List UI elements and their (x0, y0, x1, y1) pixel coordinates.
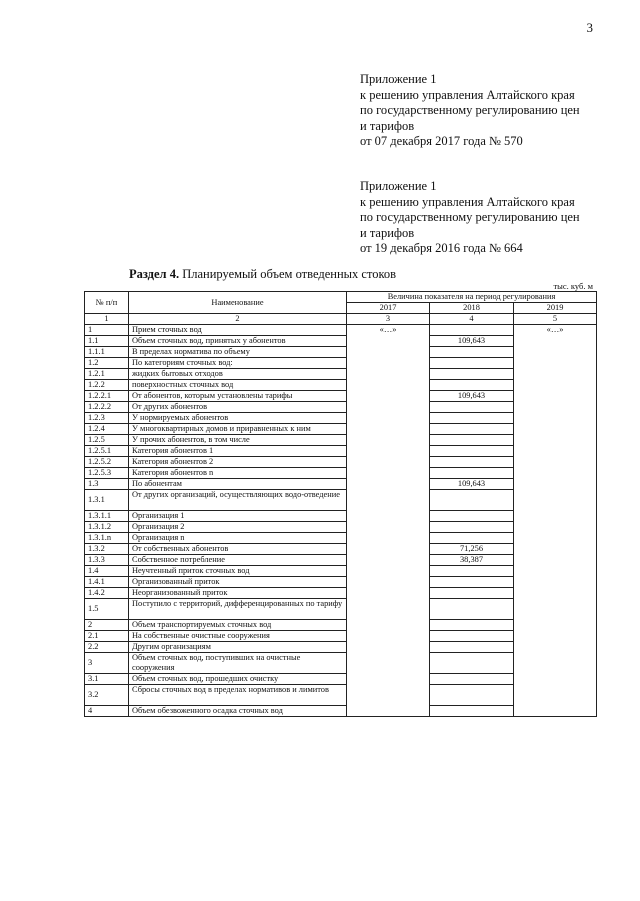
value-2017 (347, 555, 430, 566)
value-2019 (514, 566, 597, 577)
row-name: Объем транспортируемых сточных вод (129, 620, 347, 631)
row-name: Объем сточных вод, прошедших очистку (129, 674, 347, 685)
row-number: 3 (85, 653, 129, 674)
table-row (85, 402, 597, 413)
row-name: По абонентам (129, 479, 347, 490)
value-2019 (514, 631, 597, 642)
value-2017 (347, 479, 430, 490)
row-number: 1.2.2 (85, 380, 129, 391)
row-number: 3.1 (85, 674, 129, 685)
value-2018 (430, 358, 514, 369)
row-name: По категориям сточных вод: (129, 358, 347, 369)
table-row (85, 577, 597, 588)
value-2019 (514, 674, 597, 685)
section-label: Раздел 4. (129, 267, 180, 281)
header-num: № п/п (85, 292, 129, 314)
row-number: 2.2 (85, 642, 129, 653)
value-2017 (347, 685, 430, 706)
row-name: От абонентов, которым установлены тарифы (129, 391, 347, 402)
appendix-note-previous (360, 179, 580, 257)
value-2017 (347, 642, 430, 653)
value-2019 (514, 620, 597, 631)
value-2018 (430, 577, 514, 588)
value-2019 (514, 490, 597, 511)
value-2018 (430, 468, 514, 479)
col-index: 3 (347, 314, 430, 325)
value-2019 (514, 391, 597, 402)
value-2017 (347, 380, 430, 391)
value-2019 (514, 358, 597, 369)
table-row (85, 533, 597, 544)
appendix-line: Приложение 1 (360, 72, 437, 86)
row-number: 1.2.5.1 (85, 446, 129, 457)
row-name: Объем сточных вод, поступивших на очистные сооружения (129, 653, 347, 674)
table-row (85, 706, 597, 717)
row-number: 1.3.2 (85, 544, 129, 555)
row-number: 1.2.5 (85, 435, 129, 446)
row-number: 1.5 (85, 599, 129, 620)
row-name: Категория абонентов 2 (129, 457, 347, 468)
row-name: У прочих абонентов, в том числе (129, 435, 347, 446)
col-index: 5 (514, 314, 597, 325)
value-2018 (430, 402, 514, 413)
row-number: 1.2.5.3 (85, 468, 129, 479)
units-label: тыс. куб. м (553, 281, 593, 291)
table-row (85, 674, 597, 685)
header-period: Величина показателя на период регулирования (347, 292, 597, 303)
row-name: В пределах норматива по объему (129, 347, 347, 358)
row-name: Организация n (129, 533, 347, 544)
row-number: 1.3 (85, 479, 129, 490)
value-2017 (347, 369, 430, 380)
value-2017 (347, 490, 430, 511)
row-number: 1.2 (85, 358, 129, 369)
col-index: 2 (129, 314, 347, 325)
value-2017: «…» (347, 325, 430, 336)
table-row (85, 369, 597, 380)
header-year: 2018 (430, 303, 514, 314)
value-2017 (347, 631, 430, 642)
table-row (85, 336, 597, 347)
page-number: 3 (586, 20, 593, 35)
row-name: От других абонентов (129, 402, 347, 413)
row-name: От других организаций, осуществляющих водо-отведение (129, 490, 347, 511)
value-2018 (430, 457, 514, 468)
appendix-line: и тарифов (360, 118, 415, 133)
value-2018 (430, 620, 514, 631)
row-name: Категория абонентов 1 (129, 446, 347, 457)
value-2017 (347, 522, 430, 533)
row-number: 4 (85, 706, 129, 717)
header-name: Наименование (129, 292, 347, 314)
table-row (85, 631, 597, 642)
value-2019 (514, 555, 597, 566)
value-2018 (430, 642, 514, 653)
value-2019 (514, 402, 597, 413)
wastewater-volume-table (84, 291, 597, 717)
value-2017 (347, 533, 430, 544)
row-name: Организация 2 (129, 522, 347, 533)
value-2018 (430, 588, 514, 599)
value-2017 (347, 336, 430, 347)
row-number: 1.2.4 (85, 424, 129, 435)
value-2017 (347, 706, 430, 717)
table-row (85, 435, 597, 446)
value-2018 (430, 533, 514, 544)
value-2017 (347, 457, 430, 468)
value-2018 (430, 566, 514, 577)
row-name: Сбросы сточных вод в пределах нормативов и лимитов (129, 685, 347, 706)
row-name: Прием сточных вод (129, 325, 347, 336)
value-2017 (347, 413, 430, 424)
row-number: 1 (85, 325, 129, 336)
row-number: 1.2.1 (85, 369, 129, 380)
value-2018 (430, 424, 514, 435)
row-name: Объем обезвоженного осадка сточных вод (129, 706, 347, 717)
section-title (129, 267, 396, 282)
value-2017 (347, 653, 430, 674)
value-2019 (514, 446, 597, 457)
value-2019 (514, 479, 597, 490)
row-name: Поступило с территорий, дифференцированных по тарифу (129, 599, 347, 620)
table-row (85, 653, 597, 674)
value-2019 (514, 706, 597, 717)
appendix-line: от 07 декабря 2017 года № 570 (360, 134, 523, 149)
value-2017 (347, 620, 430, 631)
row-number: 1.2.5.2 (85, 457, 129, 468)
value-2017 (347, 347, 430, 358)
table-row (85, 490, 597, 511)
row-number: 1.1.1 (85, 347, 129, 358)
value-2019 (514, 457, 597, 468)
row-number: 1.1 (85, 336, 129, 347)
value-2017 (347, 391, 430, 402)
value-2018 (430, 511, 514, 522)
row-name: Другим организациям (129, 642, 347, 653)
value-2019 (514, 413, 597, 424)
row-number: 1.4.1 (85, 577, 129, 588)
row-number: 1.4 (85, 566, 129, 577)
row-name: У нормируемых абонентов (129, 413, 347, 424)
col-index: 4 (430, 314, 514, 325)
value-2017 (347, 544, 430, 555)
appendix-line: Приложение 1 (360, 179, 437, 193)
value-2017 (347, 468, 430, 479)
row-name: Организованный приток (129, 577, 347, 588)
table-row (85, 620, 597, 631)
table-row (85, 642, 597, 653)
table-row (85, 468, 597, 479)
value-2017 (347, 358, 430, 369)
value-2018 (430, 446, 514, 457)
row-name: поверхностных сточных вод (129, 380, 347, 391)
value-2017 (347, 402, 430, 413)
row-number: 2 (85, 620, 129, 631)
value-2017 (347, 588, 430, 599)
row-name: От собственных абонентов (129, 544, 347, 555)
value-2019 (514, 685, 597, 706)
value-2018 (430, 380, 514, 391)
row-name: жидких бытовых отходов (129, 369, 347, 380)
value-2019 (514, 511, 597, 522)
table-row (85, 588, 597, 599)
row-number: 3.2 (85, 685, 129, 706)
appendix-line: от 19 декабря 2016 года № 664 (360, 241, 523, 256)
row-name: Организация 1 (129, 511, 347, 522)
row-name: У многоквартирных домов и приравненных к ним (129, 424, 347, 435)
table-row (85, 522, 597, 533)
value-2018: 109,643 (430, 391, 514, 402)
value-2018 (430, 413, 514, 424)
value-2018: 109,643 (430, 479, 514, 490)
table-row (85, 599, 597, 620)
value-2017 (347, 511, 430, 522)
value-2019 (514, 588, 597, 599)
row-name: Собственное потребление (129, 555, 347, 566)
row-number: 1.2.2.2 (85, 402, 129, 413)
row-number: 1.3.1.2 (85, 522, 129, 533)
appendix-line: к решению управления Алтайского края (360, 87, 575, 102)
value-2019 (514, 642, 597, 653)
table-row (85, 511, 597, 522)
row-number: 1.2.2.1 (85, 391, 129, 402)
value-2019 (514, 336, 597, 347)
row-number: 1.3.1.n (85, 533, 129, 544)
table-row (85, 479, 597, 490)
value-2017 (347, 435, 430, 446)
appendix-note-current (360, 72, 580, 150)
appendix-line: по государственному регулированию цен (360, 103, 580, 118)
table-row (85, 380, 597, 391)
table-row (85, 566, 597, 577)
value-2017 (347, 674, 430, 685)
value-2017 (347, 446, 430, 457)
row-number: 1.3.1 (85, 490, 129, 511)
value-2019: «…» (514, 325, 597, 336)
value-2018 (430, 325, 514, 336)
value-2019 (514, 424, 597, 435)
header-year: 2017 (347, 303, 430, 314)
value-2019 (514, 544, 597, 555)
row-number: 2.1 (85, 631, 129, 642)
row-name: Категория абонентов n (129, 468, 347, 479)
value-2019 (514, 369, 597, 380)
row-name: На собственные очистные сооружения (129, 631, 347, 642)
value-2018 (430, 674, 514, 685)
value-2019 (514, 599, 597, 620)
section-heading: Планируемый объем отведенных стоков (182, 267, 397, 281)
appendix-line: по государственному регулированию цен (360, 210, 580, 225)
value-2017 (347, 424, 430, 435)
value-2018 (430, 522, 514, 533)
table-row (85, 358, 597, 369)
row-name: Объем сточных вод, принятых у абонентов (129, 336, 347, 347)
value-2018 (430, 685, 514, 706)
col-index: 1 (85, 314, 129, 325)
value-2018: 38,387 (430, 555, 514, 566)
table-row (85, 555, 597, 566)
value-2019 (514, 435, 597, 446)
row-number: 1.4.2 (85, 588, 129, 599)
table-row (85, 544, 597, 555)
row-name: Неучтенный приток сточных вод (129, 566, 347, 577)
table-row (85, 446, 597, 457)
value-2018 (430, 347, 514, 358)
value-2017 (347, 566, 430, 577)
value-2019 (514, 522, 597, 533)
value-2019 (514, 577, 597, 588)
value-2019 (514, 533, 597, 544)
value-2018 (430, 706, 514, 717)
table-row (85, 391, 597, 402)
value-2018: 109,643 (430, 336, 514, 347)
value-2017 (347, 577, 430, 588)
value-2019 (514, 653, 597, 674)
appendix-line: к решению управления Алтайского края (360, 194, 575, 209)
value-2019 (514, 380, 597, 391)
value-2019 (514, 347, 597, 358)
value-2018: 71,256 (430, 544, 514, 555)
value-2018 (430, 369, 514, 380)
row-name: Неорганизованный приток (129, 588, 347, 599)
value-2018 (430, 653, 514, 674)
table-row (85, 457, 597, 468)
value-2018 (430, 490, 514, 511)
table-row (85, 325, 597, 336)
value-2018 (430, 631, 514, 642)
header-year: 2019 (514, 303, 597, 314)
row-number: 1.3.3 (85, 555, 129, 566)
table-row (85, 347, 597, 358)
table-row (85, 685, 597, 706)
value-2019 (514, 468, 597, 479)
appendix-line: и тарифов (360, 225, 415, 240)
row-number: 1.3.1.1 (85, 511, 129, 522)
value-2017 (347, 599, 430, 620)
row-number: 1.2.3 (85, 413, 129, 424)
value-2018 (430, 435, 514, 446)
table-row (85, 413, 597, 424)
value-2018 (430, 599, 514, 620)
table-row (85, 424, 597, 435)
